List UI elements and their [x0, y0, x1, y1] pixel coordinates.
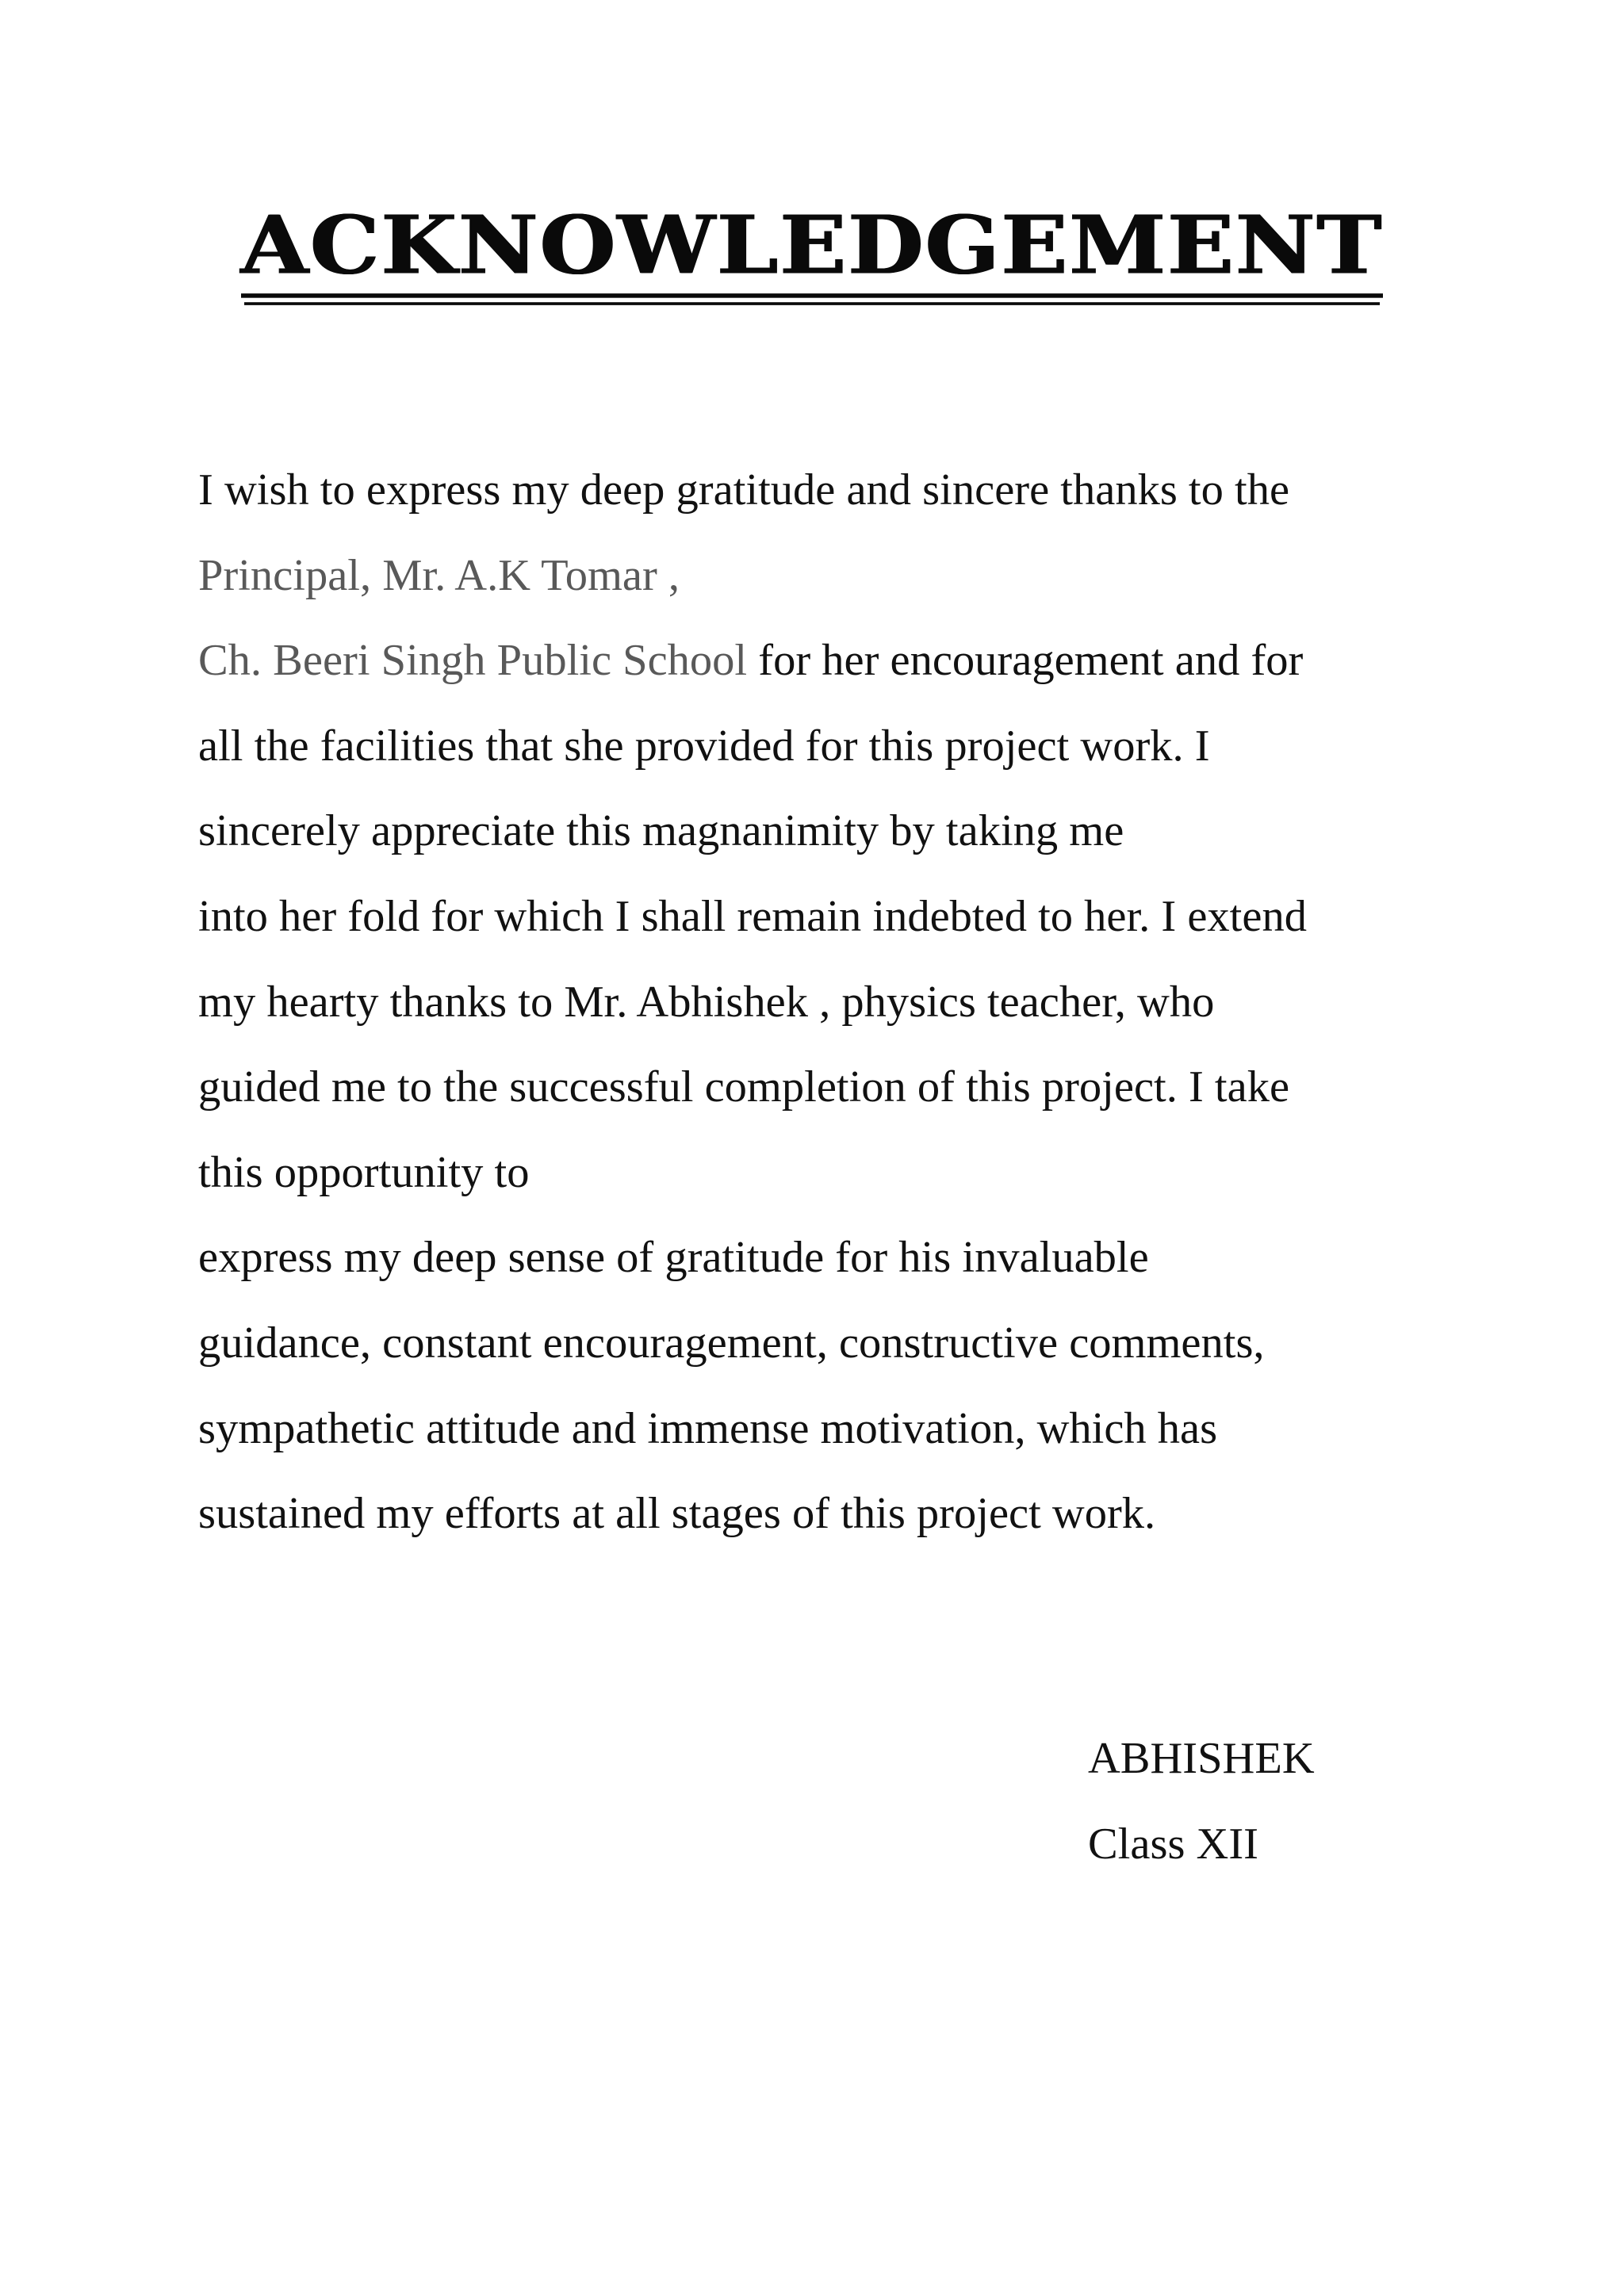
- school-name: Ch. Beeri Singh Public School: [198, 636, 748, 686]
- paragraph-line: this opportunity to: [198, 1147, 530, 1197]
- school-line: [198, 618, 1515, 704]
- paragraph-line: my hearty thanks to Mr. Abhishek , physics teacher, who: [198, 977, 1215, 1027]
- signature-class: Class XII: [1088, 1819, 1258, 1869]
- signature-name: ABHISHEK: [1088, 1734, 1315, 1783]
- page-title: ACKNOWLEDGEMENT: [241, 201, 1384, 297]
- paragraph-line: sustained my efforts at all stages of this project work.: [198, 1489, 1156, 1539]
- paragraph-line: all the facilities that she provided for this project work. I: [198, 721, 1210, 771]
- principal-line: Principal, Mr. A.K Tomar ,: [198, 550, 680, 600]
- paragraph-line: sincerely appreciate this magnanimity by taking me: [198, 806, 1124, 856]
- school-line-rest: for her encouragement and for: [747, 636, 1304, 686]
- signature-block: [1088, 1716, 1315, 1887]
- paragraph-line: express my deep sense of gratitude for his invaluable: [198, 1233, 1149, 1283]
- paragraph-line: guided me to the successful completion of this project. I take: [198, 1062, 1290, 1112]
- paragraph-line: I wish to express my deep gratitude and sincere thanks to the: [198, 465, 1290, 515]
- paragraph-line: guidance, constant encouragement, constructive comments,: [198, 1318, 1265, 1368]
- page-title-container: [0, 197, 1624, 302]
- paragraph-line: sympathetic attitude and immense motivation, which has: [198, 1403, 1218, 1453]
- acknowledgement-paragraph: [198, 448, 1515, 1557]
- paragraph-line: into her fold for which I shall remain indebted to her. I extend: [198, 891, 1307, 941]
